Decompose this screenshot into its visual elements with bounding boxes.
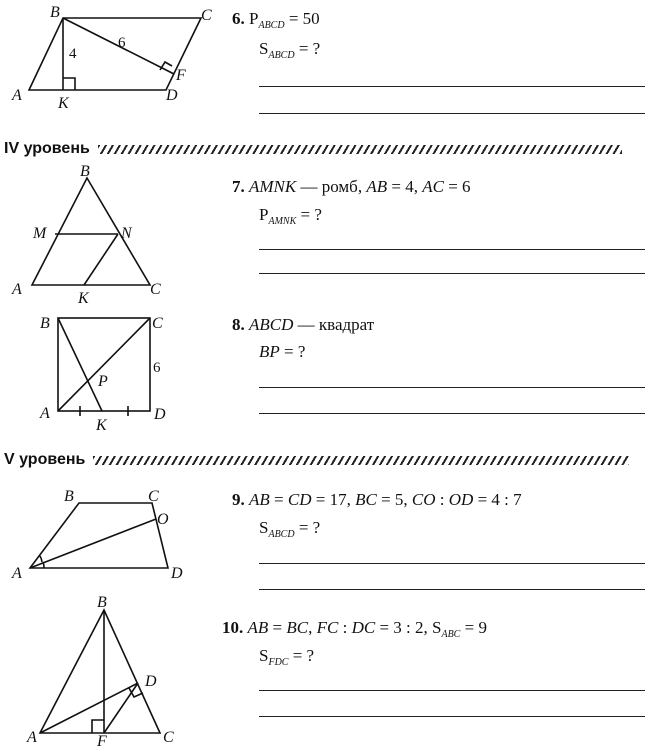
problem-10-cond-b: = [268,618,287,637]
fig10-label-a: A [27,729,37,746]
problem-9-answer-line-2[interactable] [259,589,645,590]
problem-6-answer-line-2[interactable] [259,113,645,114]
problem-7-cond-c: AB [366,177,388,196]
fig6-label-b: B [50,4,60,21]
problem-9-cond-j: = 4 : 7 [473,490,522,509]
problem-9-cond-d: = 17, [311,490,356,509]
problem-7-cond-b: — ромб, [296,177,367,196]
problem-8-find-a: BP [259,342,280,361]
fig6-length-bf: 6 [118,35,126,51]
level-header-v [4,451,629,469]
fig8-label-d: D [154,406,166,423]
problem-9-answer-line-1[interactable] [259,563,645,564]
fig10-label-b: B [97,594,107,611]
problem-6-given [232,8,320,33]
problem-6-find-question: = ? [294,39,321,58]
problem-10-find-symbol: S [259,646,269,665]
problem-7-find [259,204,322,229]
problem-10-number: 10. [222,618,244,637]
problem-7-find-subscript: AMNK [268,216,297,227]
fig6-length-bk: 4 [69,46,77,62]
problem-10-find-subscript: FDC [268,657,289,668]
figure-7-triangle [32,178,150,285]
problem-10-cond-a: AB [247,618,269,637]
problem-9-find-symbol: S [259,518,269,537]
fig9-label-a: A [12,565,22,582]
fig8-length-cd: 6 [153,360,161,376]
problem-7-find-question: = ? [296,205,322,224]
problem-9-cond-e: BC [355,490,377,509]
fig9-label-c: C [148,488,159,505]
fig6-label-c: C [201,7,212,24]
problem-6-given-subscript: ABCD [258,20,285,31]
level-iv-hatch [98,145,622,154]
level-v-hatch [93,456,629,465]
fig8-label-b: B [40,315,50,332]
problem-10-cond-c: BC [286,618,309,637]
fig8-label-c: C [152,315,163,332]
problem-9-find-subscript: ABCD [268,529,295,540]
problem-9-cond-i: OD [448,490,474,509]
level-iv-label: IV уровень [4,140,90,157]
problem-9-number: 9. [232,490,245,509]
problem-7-number: 7. [232,177,245,196]
problem-8-number: 8. [232,315,245,334]
problem-10-answer-line-1[interactable] [259,690,645,691]
level-header-iv [4,140,622,158]
fig8-label-p: P [98,373,108,390]
problem-10-condition [222,617,487,642]
figure-8-square [58,318,150,416]
problem-6-find [259,38,320,63]
problem-9-find [259,517,320,542]
problem-7-answer-line-1[interactable] [259,249,645,250]
level-v-label: V уровень [4,451,86,468]
fig7-label-c: C [150,281,161,298]
problem-7-cond-f: = 6 [443,177,471,196]
problem-9-find-question: = ? [294,518,321,537]
problem-10-cond-d: , [308,618,317,637]
problem-6-find-subscript: ABCD [268,50,295,61]
fig7-label-m: M [33,225,47,242]
problem-9-cond-b: = [269,490,288,509]
problem-8-cond-a: ABCD [249,315,294,334]
fig6-label-f: F [176,67,186,84]
problem-7-answer-line-2[interactable] [259,273,645,274]
problem-10-cond-h: = 3 : 2, S [375,618,442,637]
problem-6-number: 6. [232,9,245,28]
fig7-label-a: A [12,281,22,298]
fig7-label-b: B [80,163,90,180]
problem-10-cond-g: DC [351,618,376,637]
problem-7-condition [232,176,471,198]
fig7-label-n: N [121,225,132,242]
fig8-label-k: K [96,417,107,434]
problem-8-condition [232,314,374,336]
problem-8-cond-b: — квадрат [293,315,375,334]
problem-8-answer-line-2[interactable] [259,413,645,414]
problem-9-condition [232,489,522,511]
problem-7-cond-e: AC [422,177,444,196]
fig6-label-a: A [12,87,22,104]
problem-10-find-question: = ? [288,646,315,665]
problem-10-cond-subscript: ABC [441,629,461,640]
fig6-label-k: K [58,95,69,112]
problem-8-find [259,341,305,363]
fig9-label-o: O [157,511,169,528]
problem-8-find-b: = ? [279,342,306,361]
problem-10-find [259,645,314,670]
problem-9-cond-a: AB [249,490,270,509]
fig9-label-d: D [171,565,183,582]
problem-8-answer-line-1[interactable] [259,387,645,388]
problem-9-cond-f: = 5, [376,490,412,509]
fig8-label-a: A [40,405,50,422]
fig10-label-d: D [145,673,157,690]
fig6-label-d: D [166,87,178,104]
fig10-label-c: C [163,729,174,746]
figure-9-trapezoid [30,503,168,568]
problem-7-cond-d: = 4, [387,177,423,196]
problem-6-find-symbol: S [259,39,269,58]
problem-7-cond-a: AMNK [249,177,297,196]
fig10-label-f: F [97,733,107,747]
problem-10-cond-i: = 9 [460,618,487,637]
problem-6-given-value: = 50 [284,9,320,28]
problem-10-cond-f: : [338,618,352,637]
problem-10-answer-line-2[interactable] [259,716,645,717]
problem-9-cond-g: CO [411,490,436,509]
problem-6-answer-line-1[interactable] [259,86,645,87]
problem-10-cond-e: FC [316,618,339,637]
figure-10-triangle [40,610,160,733]
problem-7-find-symbol: P [259,205,269,224]
problem-9-cond-h: : [435,490,449,509]
problem-6-given-symbol: P [249,9,259,28]
fig7-label-k: K [78,290,89,307]
fig9-label-b: B [64,488,74,505]
problem-9-cond-c: CD [287,490,312,509]
